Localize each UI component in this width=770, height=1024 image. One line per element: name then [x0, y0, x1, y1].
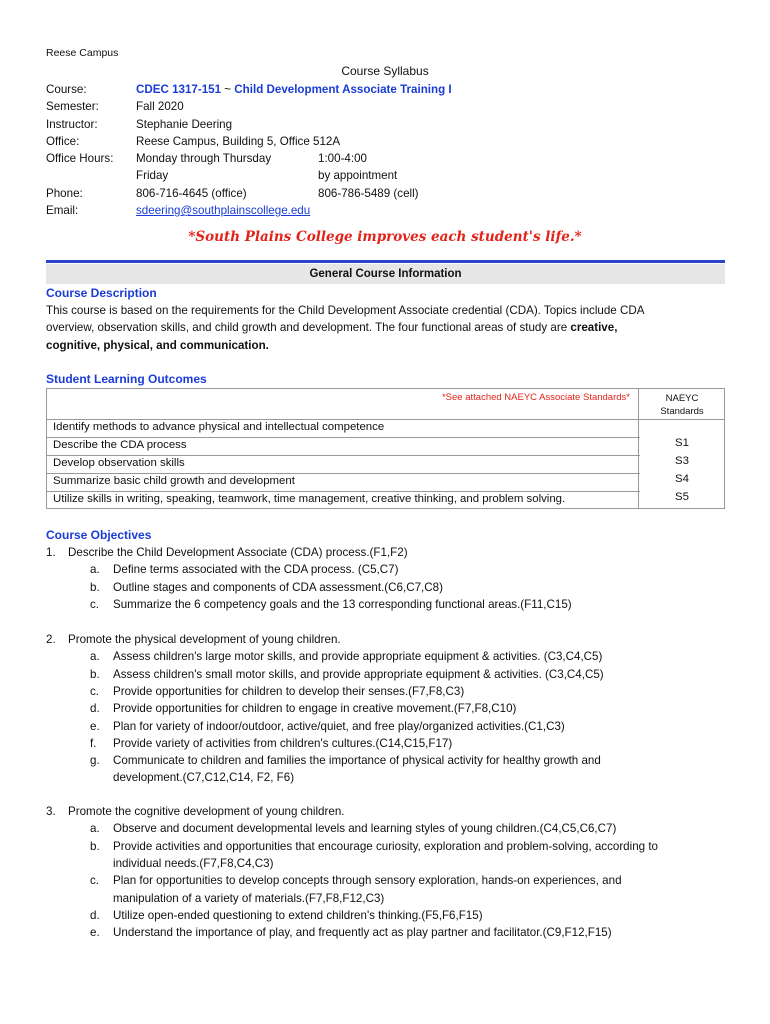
course-info-block — [46, 81, 726, 219]
outcome-item: Summarize basic child growth and development — [53, 475, 295, 487]
email-row — [46, 202, 726, 219]
naeyc-standards-column — [639, 388, 725, 509]
phone-label: Phone: — [46, 186, 83, 200]
description-line-2: overview, observation skills, and child growth and development. The four functional areas of study are — [46, 321, 571, 335]
course-label: Course: — [46, 83, 87, 96]
standard-code: S4 — [675, 473, 689, 485]
divider-rule — [46, 260, 725, 263]
phone-row — [46, 185, 726, 202]
page-title: Course Syllabus — [341, 64, 429, 78]
course-objectives-heading: Course Objectives — [46, 528, 152, 542]
course-separator: ~ — [221, 83, 235, 96]
description-bold-2: cognitive, physical, and communication. — [46, 338, 269, 352]
office-hours-row-2 — [46, 167, 726, 184]
course-code: CDEC 1317-151 — [136, 83, 222, 96]
office-hours-label: Office Hours: — [46, 152, 114, 166]
general-info-heading: General Course Information — [46, 264, 725, 284]
office-hours-days-2: Friday — [136, 169, 169, 183]
campus-name: Reese Campus — [46, 47, 119, 59]
learning-outcomes-table — [46, 388, 725, 509]
objective-2: 2. Promote the physical development of young children. a. Assess children's large motor skills, and provide appropriate equipment & activities. (C3,C4,C5) b. Assess children's small motor skills, and provide appropriate equipment & activities. (C3,C4,C5) c. Provide opportunities for children to develop their senses.(F7,F8,C3) d. Provide opportunities for children to engage in creative movement.(F7,F8,C10) e. Plan for variety of indoor/outdoor, active/quiet, and free play/organized activities.(C1,C3) f. Provide variety of activities from children's cultures.(C14,C15,F17) g. Communicate to children and families the importance of physical activity for healthy growth and development.(C7,C12,C14, F2, F6) — [46, 633, 604, 785]
semester-label: Semester: — [46, 100, 99, 114]
office-hours-time-1: 1:00-4:00 — [318, 152, 367, 166]
description-line-1: This course is based on the requirements for the Child Development Associate credential (CDA). Topics include CDA — [46, 304, 645, 317]
instructor-row — [46, 116, 726, 133]
outcome-item: Develop observation skills — [53, 457, 185, 469]
learning-outcomes-heading: Student Learning Outcomes — [46, 372, 207, 386]
standard-code: S3 — [675, 455, 689, 467]
office-hours-row — [46, 150, 726, 167]
standard-code: S5 — [675, 491, 689, 503]
course-title — [136, 81, 636, 98]
instructor-value: Stephanie Deering — [136, 117, 233, 131]
outcome-item: Describe the CDA process — [53, 439, 187, 451]
objective-1: 1. Describe the Child Development Associate (CDA) process.(F1,F2) a. Define terms associated with the CDA process. (C5,C7) b. Outline stages and components of CDA assessment.(C6,C7,C8) c. Summarize the 6 competency goals and the 13 corresponding functional areas.(F11,C15) — [46, 546, 572, 611]
semester-value: Fall 2020 — [136, 100, 184, 114]
office-label: Office: — [46, 134, 80, 148]
outcome-item: Identify methods to advance physical and intellectual competence — [53, 421, 385, 433]
email-link[interactable]: sdeering@southplainscollege.edu — [136, 204, 311, 218]
description-bold-1: creative, — [570, 321, 618, 335]
office-hours-days-1: Monday through Thursday — [136, 152, 272, 166]
naeyc-note: *See attached NAEYC Associate Standards* — [441, 392, 630, 403]
email-label: Email: — [46, 204, 79, 218]
outcome-item: Utilize skills in writing, speaking, teamwork, time management, creative thinking, and problem solving. — [53, 493, 566, 505]
course-description — [46, 302, 726, 354]
instructor-label: Instructor: — [46, 117, 98, 131]
phone-office: 806-716-4645 (office) — [136, 186, 247, 200]
course-description-heading: Course Description — [46, 286, 157, 300]
standard-code: S1 — [675, 437, 689, 449]
phone-cell: 806-786-5489 (cell) — [318, 186, 419, 200]
office-value: Reese Campus, Building 5, Office 512A — [136, 134, 341, 148]
naeyc-standards-heading: NAEYC Standards — [660, 393, 704, 417]
semester-row — [46, 98, 726, 115]
objective-3: 3. Promote the cognitive development of young children. a. Observe and document developmental levels and learning styles of young children.(C4,C5,C6,C7) b. Provide activities and opportunities that encourage curiosity, exploration and problem-solving, according to individual needs.(F7,F8,C4,C3) c. Plan for opportunities to develop concepts through sensory exploration, hands-on experiences, and manipulation of a variety of materials.(F7,F8,F12,C3) d. Utilize open-ended questioning to extend children's thinking.(F5,F6,F15) e. Understand the importance of play, and frequently act as play partner and facilitator.(C9,F12,F15) — [46, 805, 658, 940]
college-motto: *South Plains College improves each student's life.* — [188, 229, 582, 245]
office-row — [46, 133, 726, 150]
course-name: Child Development Associate Training I — [234, 83, 452, 96]
office-hours-time-2: by appointment — [318, 169, 398, 183]
course-row — [46, 81, 726, 98]
outcomes-column — [46, 388, 639, 509]
